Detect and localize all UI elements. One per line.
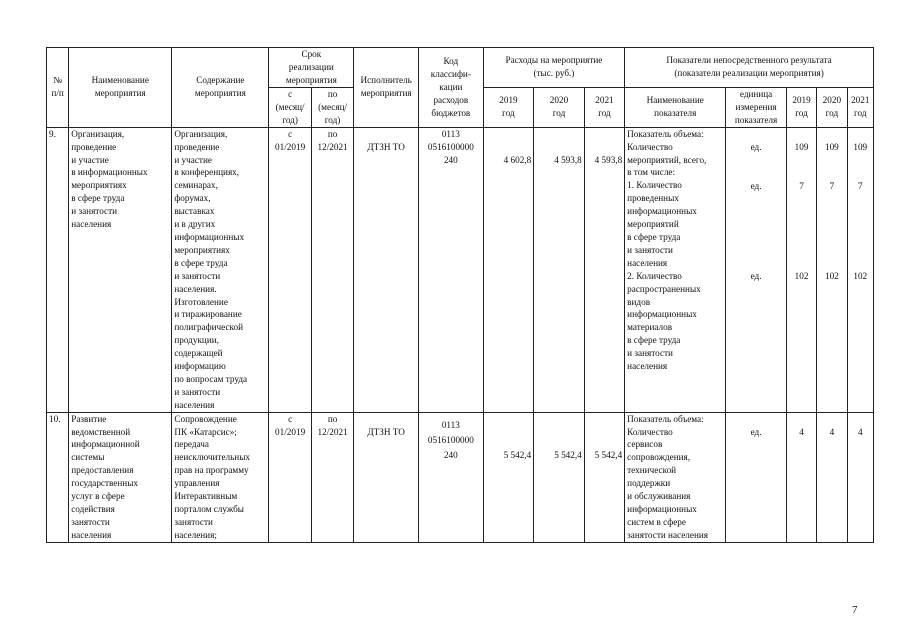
header-term-to: по (месяц/ год) <box>311 87 353 127</box>
expense-2021: 4 593,8 <box>584 127 624 412</box>
value-2021-total: 4 <box>857 426 863 437</box>
value-2019-sub-2: 102 <box>794 270 809 281</box>
measure-name: Организация, проведение и участие в информационных мероприятиях в сфере труда и занятости населения <box>69 127 172 412</box>
term-from: с 01/2019 <box>269 412 311 542</box>
header-executor: Исполнитель мероприятия <box>354 48 419 128</box>
indicator-name: Показатель объема: Количество сервисов сопровождения, технической поддержки и обслуживания информационных систем в сфере занятости населения <box>625 412 726 542</box>
indicator-unit <box>726 127 787 412</box>
executor: ДТЗН ТО <box>354 127 419 412</box>
value-2021-sub-2: 102 <box>853 270 868 281</box>
unit-sub-2: ед. <box>750 270 762 281</box>
header-exp-2020: 2020 год <box>534 87 585 127</box>
header-exp-2021: 2021 год <box>584 87 624 127</box>
measures-table <box>46 47 874 543</box>
expense-2019: 5 542,4 <box>483 412 534 542</box>
header-code: Код классифи- кации расходов бюджетов <box>419 48 484 128</box>
value-2020 <box>817 412 847 542</box>
measure-content: Организация, проведение и участие в конференциях, семинарах, форумах, выставках и в других информационных мероприятиях в сфере труда и занятости населения. Изготовление и тиражирование полиграфической продукции, содержащей информацию по вопросам труда и занятости населения <box>172 127 269 412</box>
budget-code: 0113 0516100000 240 <box>419 127 484 412</box>
table-row <box>47 127 874 412</box>
value-2019 <box>786 412 816 542</box>
value-2019-sub-1: 7 <box>799 180 804 191</box>
unit-sub-1: ед. <box>750 180 762 191</box>
indicator-name: Показатель объема: Количество мероприятий, всего, в том числе: 1. Количество проведенных информационных мероприятий в сфере труда и занятости населения 2. Количество распространенных видов информационных материалов в сфере труда и занятости населения <box>625 127 726 412</box>
value-2020-total: 109 <box>824 141 839 152</box>
header-indicators: Показатели непосредственного результата (показатели реализации мероприятия) <box>625 48 874 88</box>
expense-2020: 4 593,8 <box>534 127 585 412</box>
value-2021-sub-1: 7 <box>857 180 863 191</box>
expense-2020: 5 542,4 <box>534 412 585 542</box>
header-ind-name: Наименование показателя <box>625 87 726 127</box>
value-2020-sub-2: 102 <box>824 270 839 281</box>
value-2019-total: 109 <box>794 141 809 152</box>
header-content: Содержание мероприятия <box>172 48 269 128</box>
header-ind-2019: 2019 год <box>786 87 816 127</box>
budget-code: 0113 0516100000 240 <box>419 412 484 542</box>
term-to: по 12/2021 <box>311 127 353 412</box>
term-to: по 12/2021 <box>311 412 353 542</box>
header-name: Наименование мероприятия <box>69 48 172 128</box>
expense-2019: 4 602,8 <box>483 127 534 412</box>
indicator-unit <box>726 412 787 542</box>
unit-total: ед. <box>750 141 762 152</box>
unit-total: ед. <box>750 426 762 437</box>
header-term-from: с (месяц/ год) <box>269 87 311 127</box>
value-2021 <box>847 412 873 542</box>
expense-2021: 5 542,4 <box>584 412 624 542</box>
table-row <box>47 412 874 542</box>
header-ind-2021: 2021 год <box>847 87 873 127</box>
value-2019 <box>786 127 816 412</box>
row-number: 10. <box>47 412 69 542</box>
value-2019-total: 4 <box>799 426 804 437</box>
measure-name: Развитие ведомственной информационной системы предоставления государственных услуг в сфере содействия занятости населения <box>69 412 172 542</box>
header-term: Срок реализации мероприятия <box>269 48 354 88</box>
header-expenses: Расходы на мероприятие (тыс. руб.) <box>483 48 624 88</box>
value-2021 <box>847 127 873 412</box>
value-2020-sub-1: 7 <box>829 180 835 191</box>
header-ind-unit: единица измерения показателя <box>726 87 787 127</box>
term-from: с 01/2019 <box>269 127 311 412</box>
header-exp-2019: 2019 год <box>483 87 534 127</box>
value-2020 <box>817 127 847 412</box>
row-number: 9. <box>47 127 69 412</box>
measure-content: Сопровождение ПК «Катарсис»; передача неисключительных прав на программу управления Интерактивным порталом службы занятости населения; <box>172 412 269 542</box>
value-2020-total: 4 <box>829 426 835 437</box>
executor: ДТЗН ТО <box>354 412 419 542</box>
header-num: № п/п <box>47 48 69 128</box>
value-2021-total: 109 <box>853 141 868 152</box>
page-number: 7 <box>852 604 858 616</box>
header-ind-2020: 2020 год <box>817 87 847 127</box>
